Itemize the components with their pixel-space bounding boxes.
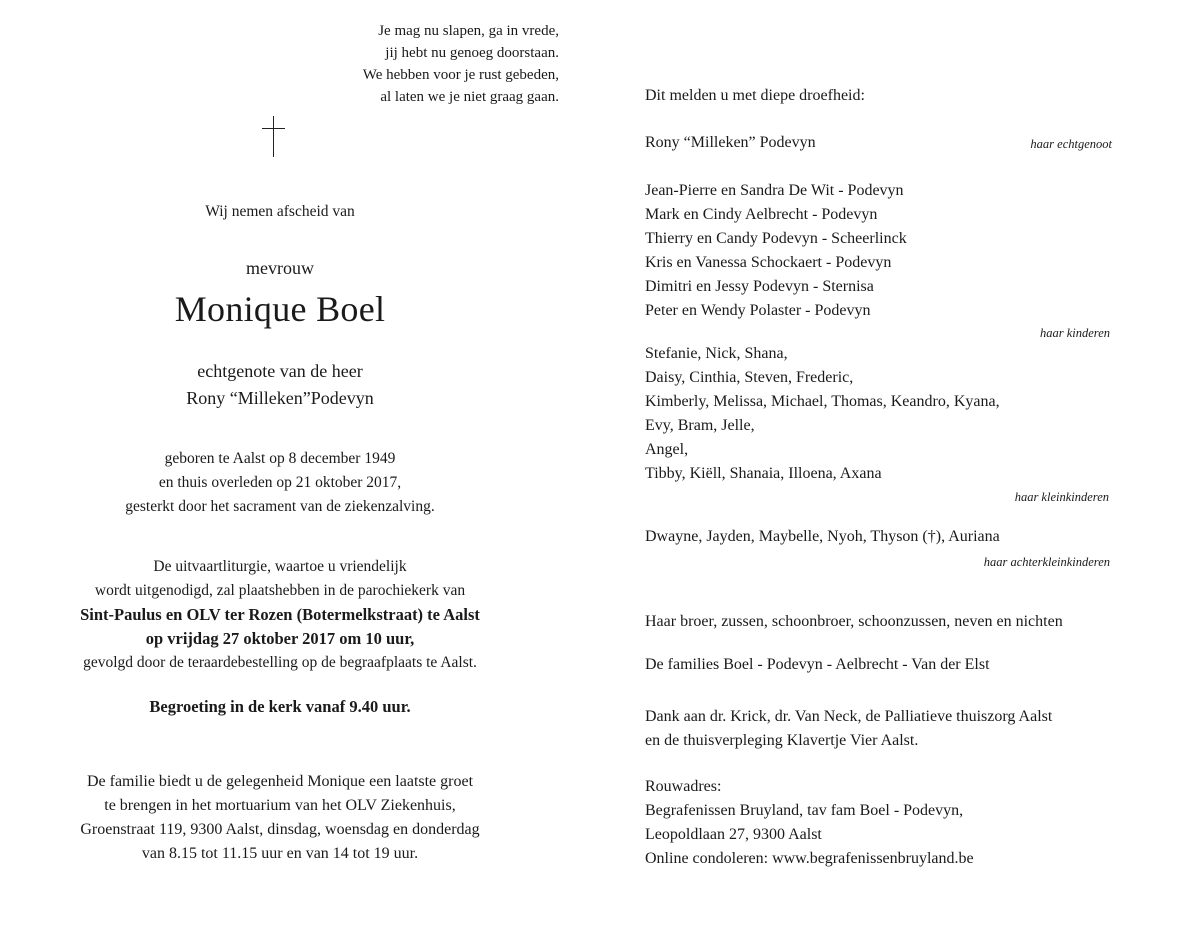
list-item: Evy, Bram, Jelle, <box>645 417 755 434</box>
poem-line: Je mag nu slapen, ga in vrede, <box>378 23 559 39</box>
funeral-line: wordt uitgenodigd, zal plaatshebben in de parochiekerk van <box>94 582 466 599</box>
intro-text: Wij nemen afscheid van <box>205 203 355 220</box>
announcement: Dit melden u met diepe droefheid: <box>645 87 865 104</box>
deceased-name: Monique Boel <box>174 289 386 329</box>
poem-line: We hebben voor je rust gebeden, <box>362 67 559 83</box>
poem-line: jij hebt nu genoeg doorstaan. <box>385 45 559 61</box>
mortuarium-block <box>0 770 560 866</box>
poem <box>363 20 559 108</box>
mortuarium-line: Groenstraat 119, 9300 Aalst, dinsdag, woensdag en donderdag <box>80 821 480 838</box>
address-line: Begrafenissen Bruyland, tav fam Boel - Podevyn, <box>645 802 964 819</box>
burial-line: gevolgd door de teraardebestelling op de begraafplaats te Aalst. <box>83 654 477 671</box>
thanks-line: Dank aan dr. Krick, dr. Van Neck, de Palliatieve thuiszorg Aalst <box>645 708 1053 725</box>
relatives-line: Haar broer, zussen, schoonbroer, schoonzussen, neven en nichten <box>645 613 1063 630</box>
address-block <box>645 775 974 871</box>
spouse-line-1: echtgenote van de heer <box>197 361 363 381</box>
spouse-role: haar echtgenoot <box>1030 137 1112 151</box>
grandchildren-list <box>645 342 1000 486</box>
children-role: haar kinderen <box>1039 326 1110 340</box>
mortuarium-line: van 8.15 tot 11.15 uur en van 14 tot 19 uur. <box>141 845 419 862</box>
list-item: Tibby, Kiëll, Shanaia, Illoena, Axana <box>645 465 882 482</box>
funeral-block <box>0 555 560 675</box>
spouse-line-2: Rony “Milleken”Podevyn <box>186 388 374 408</box>
birth-line: geboren te Aalst op 8 december 1949 <box>164 450 396 467</box>
grandchildren-role: haar kleinkinderen <box>1014 490 1109 504</box>
birth-death-block <box>0 447 560 519</box>
list-item: Kimberly, Melissa, Michael, Thomas, Keandro, Kyana, <box>645 393 1000 410</box>
list-item: Mark en Cindy Aelbrecht - Podevyn <box>645 206 878 223</box>
great-grandchildren-role: haar achterkleinkinderen <box>983 555 1110 569</box>
death-line: en thuis overleden op 21 oktober 2017, <box>158 474 402 491</box>
address-line: Leopoldlaan 27, 9300 Aalst <box>645 826 822 843</box>
funeral-line: De uitvaartliturgie, waartoe u vriendelijk <box>153 558 407 575</box>
poem-line: al laten we je niet graag gaan. <box>380 89 559 105</box>
thanks-block <box>645 705 1052 753</box>
great-grandchildren-list: Dwayne, Jayden, Maybelle, Nyoh, Thyson (†), Auriana <box>645 528 1000 545</box>
church-line: Sint-Paulus en OLV ter Rozen (Botermelkstraat) te Aalst <box>80 605 480 624</box>
list-item: Peter en Wendy Polaster - Podevyn <box>645 302 871 319</box>
mortuarium-line: De familie biedt u de gelegenheid Monique een laatste groet <box>86 773 474 790</box>
date-line: op vrijdag 27 oktober 2017 om 10 uur, <box>145 629 415 648</box>
list-item: Dimitri en Jessy Podevyn - Sternisa <box>645 278 874 295</box>
list-item: Kris en Vanessa Schockaert - Podevyn <box>645 254 892 271</box>
sacrament-line: gesterkt door het sacrament van de ziekenzalving. <box>125 498 435 515</box>
list-item: Stefanie, Nick, Shana, <box>645 345 788 362</box>
families-line: De families Boel - Podevyn - Aelbrecht - Van der Elst <box>645 656 990 673</box>
condolence-link: Online condoleren: www.begrafenissenbruyland.be <box>645 850 974 867</box>
list-item: Angel, <box>645 441 689 458</box>
spouse-name: Rony “Milleken” Podevyn <box>645 134 816 151</box>
list-item: Daisy, Cinthia, Steven, Frederic, <box>645 369 854 386</box>
list-item: Jean-Pierre en Sandra De Wit - Podevyn <box>645 182 904 199</box>
mortuarium-line: te brengen in het mortuarium van het OLV Ziekenhuis, <box>104 797 456 814</box>
list-item: Thierry en Candy Podevyn - Scheerlinck <box>645 230 907 247</box>
title-prefix: mevrouw <box>246 258 314 278</box>
children-list <box>645 179 907 323</box>
greeting-line: Begroeting in de kerk vanaf 9.40 uur. <box>149 697 411 716</box>
address-heading: Rouwadres: <box>645 778 722 795</box>
thanks-line: en de thuisverpleging Klavertje Vier Aalst. <box>645 732 919 749</box>
